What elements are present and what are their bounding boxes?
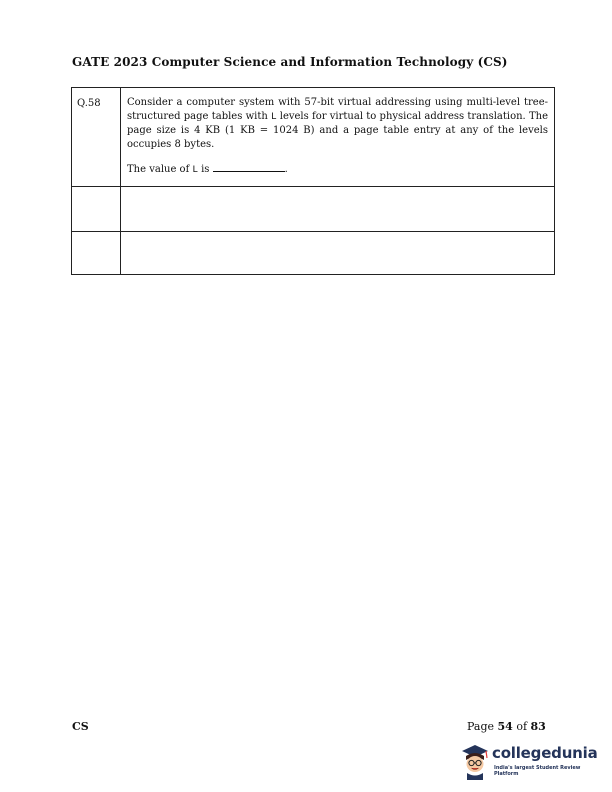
question-variable: L [271,111,277,122]
brand-tagline: India's largest Student Review Platform [494,765,581,777]
empty-cell [121,186,555,231]
question-text-part1: Consider a computer system with 57-bit virtual addressing using multi-level tree-structured page tables with [127,97,548,122]
page-header-title: GATE 2023 Computer Science and Information Technology (CS) [72,55,508,69]
question-body [121,88,555,187]
mascot-logo-icon [458,742,492,782]
question-row [72,88,555,187]
question-table [71,87,555,275]
empty-cell [72,231,121,274]
question-text [127,96,548,151]
question-number: Q.58 [72,88,121,187]
answer-prefix: The value of [127,164,193,176]
page-total: 83 [530,720,546,733]
page-prefix: Page [467,720,498,733]
page-of: of [512,720,531,733]
answer-end: . [284,164,288,176]
answer-suffix: is [197,164,210,176]
empty-cell [121,231,555,274]
answer-line [127,163,548,178]
empty-row [72,231,555,274]
empty-cell [72,186,121,231]
page-current: 54 [497,720,513,733]
answer-blank[interactable] [213,163,285,172]
brand-name: collegedunia [492,744,598,762]
answer-variable: L [192,165,198,176]
footer-subject: CS [72,720,89,733]
question-text-part2: levels for virtual to physical address translation. The page size is 4 KB (1 KB = 1024 B) and a page table entry at any of the levels occupies 8 bytes. [127,110,549,150]
empty-row [72,186,555,231]
footer-page-number [467,720,546,733]
brand-logo-block[interactable] [458,742,598,782]
